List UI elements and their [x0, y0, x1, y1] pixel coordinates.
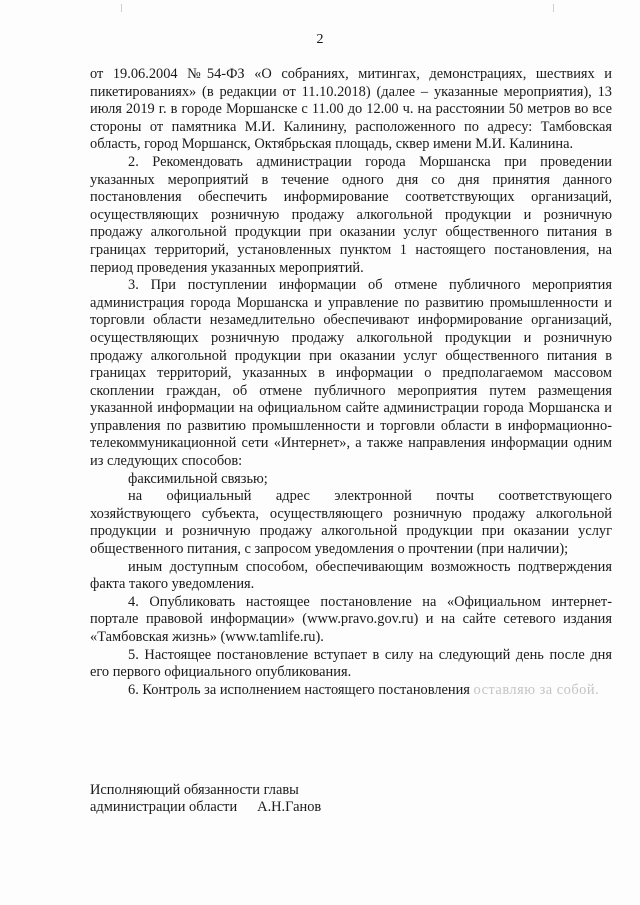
paragraph-4: 4. Опубликовать настоящее постановление на «Официальном интернет-портале правовой информации» (www.pravo.gov.ru) и на сайте сетевого издания «Тамбовская жизнь» (www.tamlife.ru). — [90, 593, 612, 645]
paragraph-6 — [90, 682, 612, 700]
signature-title-line-1: Исполняющий обязанности главы — [90, 782, 299, 798]
paragraph-3-fax: факсимильной связью; — [128, 470, 268, 487]
page-number: 2 — [316, 32, 324, 47]
document-body — [90, 66, 612, 699]
scan-mark — [121, 4, 122, 12]
paragraph-5: 5. Настоящее постановление вступает в силу на следующий день после дня его первого официального опубликования. — [90, 646, 612, 681]
paragraph-1: от 19.06.2004 №54-ФЗ «О собраниях, митингах, демонстрациях, шествиях и пикетированиях» (в редакции от 11.10.2018) (далее – указанные мероприятия), 13 июля 2019 г. в городе Моршанске с 11.00 до 12.00 ч. на расстоянии 50 метров во все стороны от памятника М.И. Калинину, расположенного по адресу: Тамбовская область, город Моршанск, Октябрьская площадь, сквер имени М.И. Калинина. — [90, 66, 612, 153]
paragraph-3-email: на официальный адрес электронной почты соответствующего хозяйствующего субъекта, осуществляющего розничную продажу алкогольной продукции и розничную продажу алкогольной продукции при оказании услуг общественного питания, с запросом уведомления о прочтении (при наличии); — [90, 488, 612, 558]
paragraph-6-faded-text: оставляю за собой. — [473, 681, 600, 698]
scan-mark — [553, 4, 554, 12]
signature-block — [90, 782, 510, 816]
signatory-name: А.Н.Ганов — [257, 799, 322, 815]
paragraph-3: 3. При поступлении информации об отмене публичного мероприятия администрация города Моршанска и управление по развитию промышленности и торговли области незамедлительно обеспечивают информирование организаций, осуществляющих розничную продажу алкогольной продукции и розничную продажу алкогольной продукции при оказании услуг общественного питания в границах территорий, указанных в информации о предполагаемом массовом скоплении граждан, об отмене публичного мероприятия путем размещения указанной информации на официальном сайте администрации города Моршанска и управления по развитию промышленности и торговли области в информационно-телекоммуникационной сети «Интернет», а также направления информации одним из следующих способов: — [90, 277, 612, 470]
paragraph-2: 2. Рекомендовать администрации города Моршанска при проведении указанных мероприятий в течение одного дня со дня принятия данного постановления обеспечить информирование соответствующих организаций, осуществляющих розничную продажу алкогольной продукции и розничную продажу алкогольной продукции при оказании услуг общественного питания в границах территорий, установленных пунктом 1 настоящего постановления, на период проведения указанных мероприятий. — [90, 153, 612, 276]
signature-title-row — [90, 799, 510, 816]
signature-title-line-2: администрации области — [90, 799, 238, 815]
paragraph-6-text: 6. Контроль за исполнением настоящего постановления — [128, 681, 470, 698]
paragraph-3-other: иным доступным способом, обеспечивающим возможность подтверждения факта такого уведомления. — [90, 558, 612, 593]
